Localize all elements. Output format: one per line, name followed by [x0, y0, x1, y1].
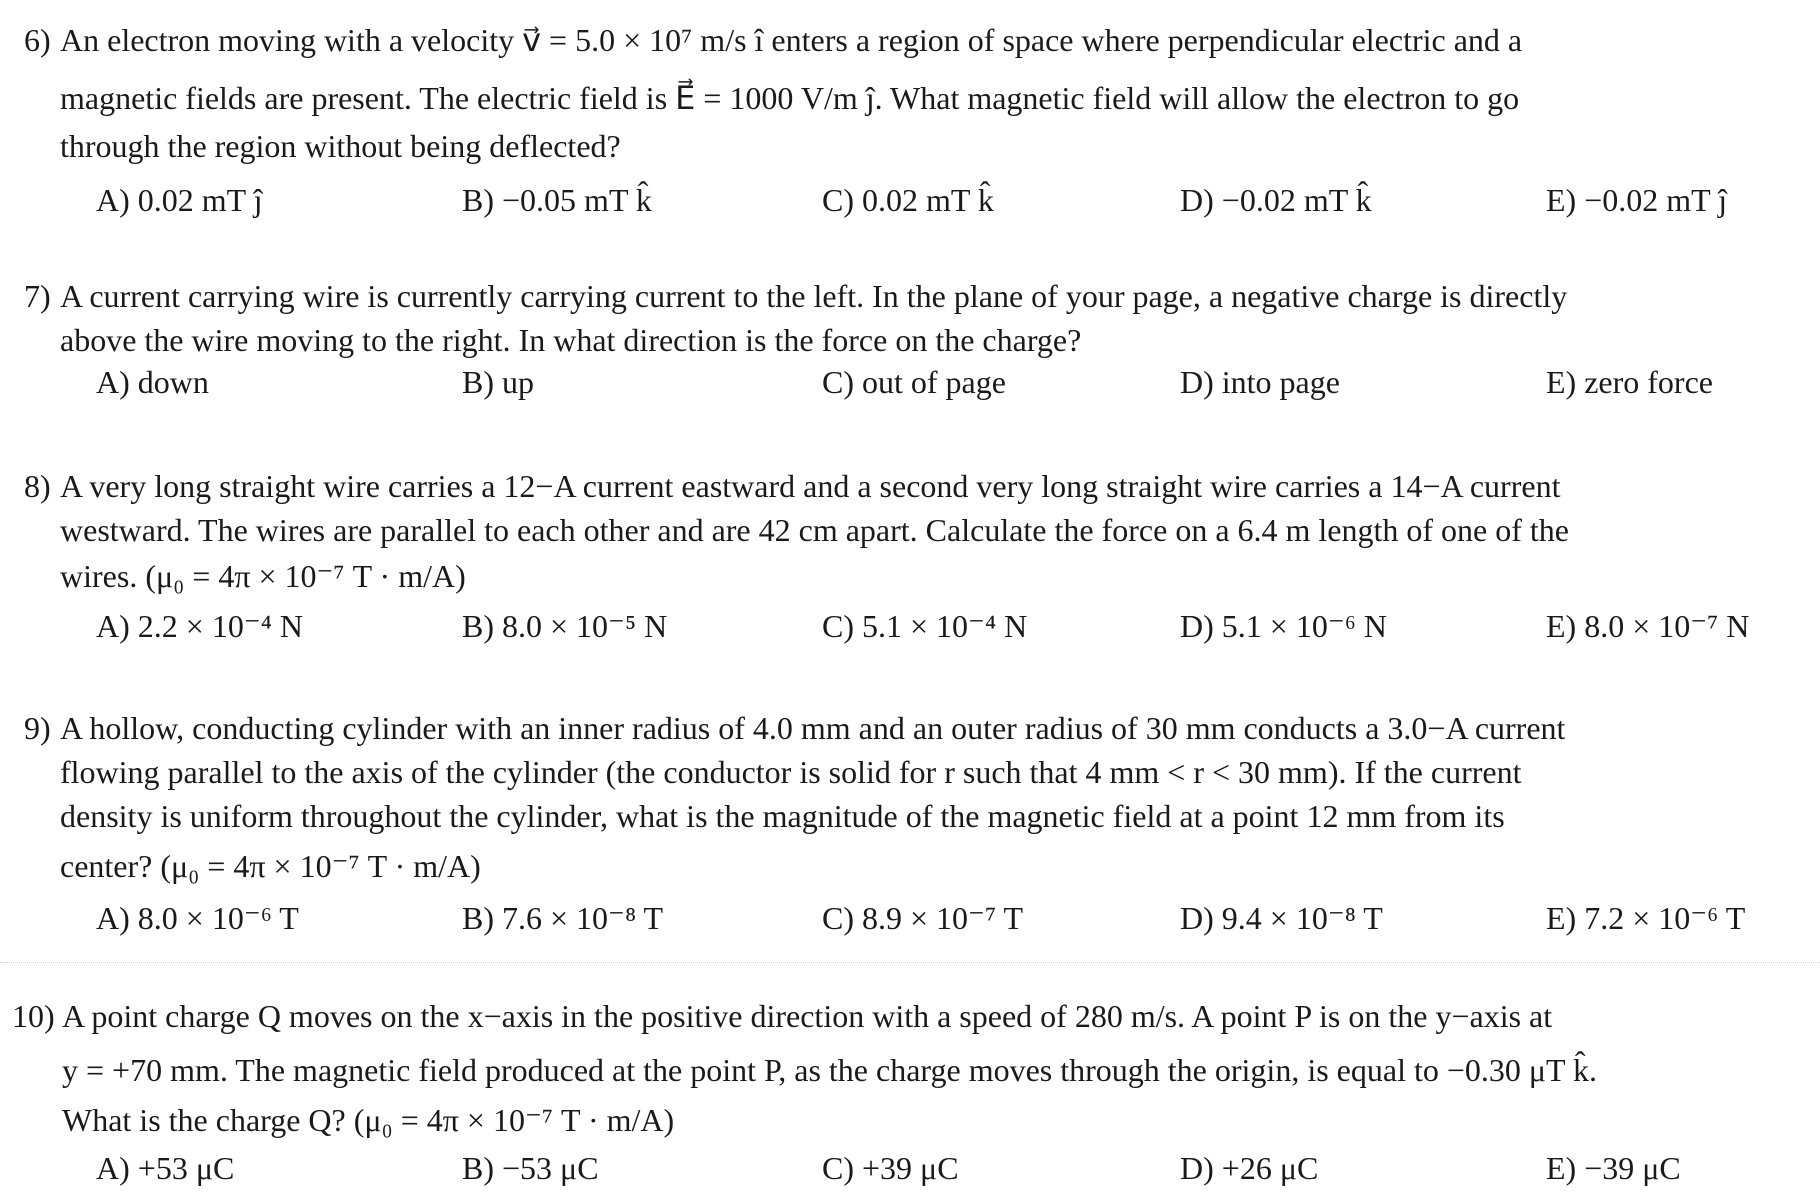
choice-a[interactable]: A) +53 μC [96, 1150, 235, 1186]
choice-d[interactable]: D) 9.4 × 10⁻⁸ T [1180, 900, 1383, 936]
answer-choices [0, 898, 1820, 948]
choice-e[interactable]: E) 8.0 × 10⁻⁷ N [1546, 608, 1750, 644]
question-text-line: magnetic fields are present. The electric field is E⃗ = 1000 V/m ĵ. What magnetic field will allow the electron to go [60, 80, 1520, 116]
answer-choices [0, 180, 1820, 230]
choice-c[interactable]: C) 5.1 × 10⁻⁴ N [822, 608, 1028, 644]
choice-b[interactable]: B) −53 μC [462, 1150, 599, 1186]
choice-a[interactable]: A) down [96, 364, 209, 400]
answer-choices [0, 606, 1820, 656]
question-text-line: A point charge Q moves on the x−axis in the positive direction with a speed of 280 m/s. A point P is on the y−axis at [62, 998, 1553, 1034]
question-text-line: above the wire moving to the right. In what direction is the force on the charge? [60, 322, 1082, 358]
question-text-line: What is the charge Q? (μ₀ = 4π × 10⁻⁷ T · m/A) [62, 1102, 675, 1138]
choice-a[interactable]: A) 0.02 mT ĵ [96, 182, 263, 218]
question-text-line: center? (μ₀ = 4π × 10⁻⁷ T · m/A) [60, 848, 481, 884]
choice-c[interactable]: C) 8.9 × 10⁻⁷ T [822, 900, 1024, 936]
question-text-line: westward. The wires are parallel to each other and are 42 cm apart. Calculate the force on a 6.4 m length of one of the [60, 512, 1569, 548]
choice-c[interactable]: C) 0.02 mT k̂ [822, 182, 994, 218]
choice-a[interactable]: A) 8.0 × 10⁻⁶ T [96, 900, 299, 936]
choice-b[interactable]: B) up [462, 364, 534, 400]
answer-choices [0, 1148, 1820, 1198]
choice-b[interactable]: B) 8.0 × 10⁻⁵ N [462, 608, 668, 644]
choice-d[interactable]: D) into page [1180, 364, 1340, 400]
choice-c[interactable]: C) out of page [822, 364, 1006, 400]
answer-choices [0, 362, 1820, 412]
choice-b[interactable]: B) 7.6 × 10⁻⁸ T [462, 900, 664, 936]
question-text-line: An electron moving with a velocity v⃗ = 5.0 × 10⁷ m/s î enters a region of space where perpendicular electric and a [60, 22, 1523, 58]
question-number: 8) [24, 468, 51, 504]
choice-e[interactable]: E) −0.02 mT ĵ [1546, 182, 1727, 218]
question-text-line: flowing parallel to the axis of the cylinder (the conductor is solid for r such that 4 mm < r < 30 mm). If the current [60, 754, 1522, 790]
question-text-line: A hollow, conducting cylinder with an inner radius of 4.0 mm and an outer radius of 30 mm conducts a 3.0−A current [60, 710, 1566, 746]
question-number: 10) [12, 998, 55, 1034]
choice-e[interactable]: E) 7.2 × 10⁻⁶ T [1546, 900, 1746, 936]
choice-a[interactable]: A) 2.2 × 10⁻⁴ N [96, 608, 303, 644]
choice-d[interactable]: D) +26 μC [1180, 1150, 1319, 1186]
section-divider [0, 962, 1820, 963]
choice-d[interactable]: D) 5.1 × 10⁻⁶ N [1180, 608, 1387, 644]
question-text-line: y = +70 mm. The magnetic field produced at the point P, as the charge moves through the origin, is equal to −0.30 μT k̂. [62, 1052, 1598, 1088]
question-text-line: wires. (μ₀ = 4π × 10⁻⁷ T · m/A) [60, 558, 466, 594]
choice-d[interactable]: D) −0.02 mT k̂ [1180, 182, 1372, 218]
question-text-line: through the region without being deflected? [60, 128, 621, 164]
choice-b[interactable]: B) −0.05 mT k̂ [462, 182, 652, 218]
question-number: 9) [24, 710, 51, 746]
choice-e[interactable]: E) zero force [1546, 364, 1713, 400]
question-text-line: A very long straight wire carries a 12−A current eastward and a second very long straight wire carries a 14−A current [60, 468, 1561, 504]
choice-e[interactable]: E) −39 μC [1546, 1150, 1681, 1186]
question-number: 7) [24, 278, 51, 314]
question-text-line: A current carrying wire is currently carrying current to the left. In the plane of your page, a negative charge is directly [60, 278, 1568, 314]
choice-c[interactable]: C) +39 μC [822, 1150, 959, 1186]
question-number: 6) [24, 22, 51, 58]
question-text-line: density is uniform throughout the cylinder, what is the magnitude of the magnetic field at a point 12 mm from its [60, 798, 1505, 834]
